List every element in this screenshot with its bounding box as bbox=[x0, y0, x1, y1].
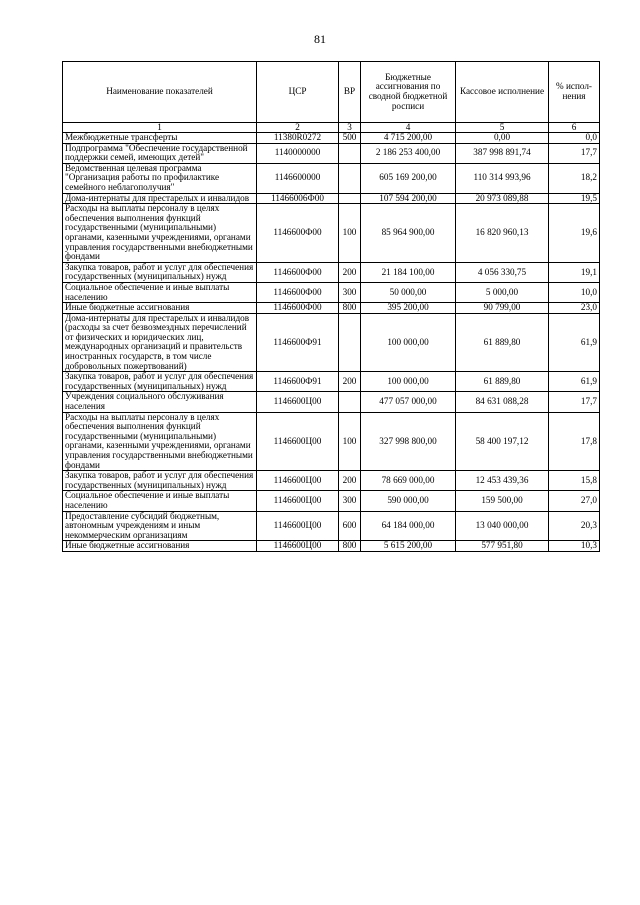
row-vr-cell bbox=[339, 193, 361, 204]
header-percent: % испол-нения bbox=[549, 62, 600, 123]
row-percent-cell: 19,5 bbox=[549, 193, 600, 204]
table-row bbox=[63, 204, 600, 263]
row-name-cell: Социальное обеспечение и иные выплаты населению bbox=[63, 491, 257, 511]
row-assignment-cell: 4 715 200,00 bbox=[361, 133, 456, 144]
row-percent-cell: 17,7 bbox=[549, 392, 600, 412]
row-csr-cell: 1146600Ф00 bbox=[257, 282, 339, 302]
row-csr-cell: 11380R0272 bbox=[257, 133, 339, 144]
row-vr-cell: 500 bbox=[339, 133, 361, 144]
table-body bbox=[63, 133, 600, 552]
row-name-cell: Закупка товаров, работ и услуг для обеспечения государственных (муниципальных) нужд bbox=[63, 262, 257, 282]
row-cash-cell: 110 314 993,96 bbox=[456, 163, 549, 193]
row-percent-cell: 18,2 bbox=[549, 163, 600, 193]
row-csr-cell: 1146600Ц00 bbox=[257, 541, 339, 552]
row-name-cell: Расходы на выплаты персоналу в целях обеспечения выполнения функций государственными (муниципальными) органами, казенными учреждениями, органами управления государственными внебюджетными фондами bbox=[63, 412, 257, 471]
row-assignment-cell: 78 669 000,00 bbox=[361, 471, 456, 491]
row-percent-cell: 19,1 bbox=[549, 262, 600, 282]
row-csr-cell: 1146600Ц00 bbox=[257, 471, 339, 491]
row-percent-cell: 10,0 bbox=[549, 282, 600, 302]
table-row bbox=[63, 471, 600, 491]
row-csr-cell: 1146600Ц00 bbox=[257, 412, 339, 471]
table-row bbox=[63, 303, 600, 314]
row-assignment-cell: 590 000,00 bbox=[361, 491, 456, 511]
row-csr-cell: 1146600Ф00 bbox=[257, 303, 339, 314]
row-csr-cell: 11466006Ф00 bbox=[257, 193, 339, 204]
header-cash-execution: Кассовое исполнение bbox=[456, 62, 549, 123]
row-assignment-cell: 85 964 900,00 bbox=[361, 204, 456, 263]
row-cash-cell: 577 951,80 bbox=[456, 541, 549, 552]
row-percent-cell: 27,0 bbox=[549, 491, 600, 511]
row-csr-cell: 1146600Ц00 bbox=[257, 491, 339, 511]
row-percent-cell: 61,9 bbox=[549, 313, 600, 372]
header-vr: ВР bbox=[339, 62, 361, 123]
row-vr-cell: 200 bbox=[339, 372, 361, 392]
row-cash-cell: 16 820 960,13 bbox=[456, 204, 549, 263]
row-vr-cell: 300 bbox=[339, 282, 361, 302]
column-number: 1 bbox=[63, 123, 257, 133]
row-name-cell: Подпрограмма "Обеспечение государственной поддержки семей, имеющих детей" bbox=[63, 143, 257, 163]
row-percent-cell: 15,8 bbox=[549, 471, 600, 491]
row-percent-cell: 0,0 bbox=[549, 133, 600, 144]
row-csr-cell: 1146600Ф91 bbox=[257, 313, 339, 372]
header-assignments: Бюджетные ассигнования по сводной бюджетной росписи bbox=[361, 62, 456, 123]
table-row bbox=[63, 143, 600, 163]
row-vr-cell: 200 bbox=[339, 471, 361, 491]
row-name-cell: Межбюджетные трансферты bbox=[63, 133, 257, 144]
row-name-cell: Дома-интернаты для престарелых и инвалидов (расходы за счет безвозмездных перечислений от физических и юридических лиц, международных организаций и правительств иностранных государств, в том числе добровольных пожертвований) bbox=[63, 313, 257, 372]
row-cash-cell: 5 000,00 bbox=[456, 282, 549, 302]
row-csr-cell: 1146600Ф00 bbox=[257, 204, 339, 263]
row-vr-cell: 100 bbox=[339, 204, 361, 263]
row-csr-cell: 1146600Ц00 bbox=[257, 511, 339, 541]
row-name-cell: Иные бюджетные ассигнования bbox=[63, 303, 257, 314]
row-csr-cell: 1146600000 bbox=[257, 163, 339, 193]
row-cash-cell: 12 453 439,36 bbox=[456, 471, 549, 491]
row-cash-cell: 20 973 089,88 bbox=[456, 193, 549, 204]
row-vr-cell: 800 bbox=[339, 541, 361, 552]
table-row bbox=[63, 372, 600, 392]
table-row bbox=[63, 133, 600, 144]
row-vr-cell: 600 bbox=[339, 511, 361, 541]
row-cash-cell: 13 040 000,00 bbox=[456, 511, 549, 541]
row-name-cell: Закупка товаров, работ и услуг для обеспечения государственных (муниципальных) нужд bbox=[63, 372, 257, 392]
header-name: Наименование показателей bbox=[63, 62, 257, 123]
table-row bbox=[63, 313, 600, 372]
page-number: 81 bbox=[314, 32, 326, 46]
row-vr-cell: 100 bbox=[339, 412, 361, 471]
table-row bbox=[63, 282, 600, 302]
table-row bbox=[63, 412, 600, 471]
row-name-cell: Расходы на выплаты персоналу в целях обеспечения выполнения функций государственными (муниципальными) органами, казенными учреждениями, органами управления государственными внебюджетными фондами bbox=[63, 204, 257, 263]
row-vr-cell bbox=[339, 163, 361, 193]
budget-execution-table bbox=[62, 61, 600, 552]
table-row bbox=[63, 163, 600, 193]
table-row bbox=[63, 541, 600, 552]
column-number: 2 bbox=[257, 123, 339, 133]
table-header-row bbox=[63, 62, 600, 123]
row-assignment-cell: 50 000,00 bbox=[361, 282, 456, 302]
row-cash-cell: 159 500,00 bbox=[456, 491, 549, 511]
table-row bbox=[63, 511, 600, 541]
table-row bbox=[63, 262, 600, 282]
row-cash-cell: 61 889,80 bbox=[456, 313, 549, 372]
row-assignment-cell: 64 184 000,00 bbox=[361, 511, 456, 541]
row-percent-cell: 23,0 bbox=[549, 303, 600, 314]
table-row bbox=[63, 193, 600, 204]
row-percent-cell: 17,8 bbox=[549, 412, 600, 471]
column-number-row bbox=[63, 123, 600, 133]
row-cash-cell: 61 889,80 bbox=[456, 372, 549, 392]
row-percent-cell: 19,6 bbox=[549, 204, 600, 263]
row-assignment-cell: 100 000,00 bbox=[361, 372, 456, 392]
row-percent-cell: 61,9 bbox=[549, 372, 600, 392]
row-vr-cell: 300 bbox=[339, 491, 361, 511]
row-assignment-cell: 2 186 253 400,00 bbox=[361, 143, 456, 163]
table-row bbox=[63, 491, 600, 511]
column-number: 4 bbox=[361, 123, 456, 133]
table-row bbox=[63, 392, 600, 412]
row-vr-cell: 800 bbox=[339, 303, 361, 314]
row-assignment-cell: 107 594 200,00 bbox=[361, 193, 456, 204]
row-percent-cell: 20,3 bbox=[549, 511, 600, 541]
row-csr-cell: 1146600Ф91 bbox=[257, 372, 339, 392]
row-assignment-cell: 395 200,00 bbox=[361, 303, 456, 314]
row-assignment-cell: 100 000,00 bbox=[361, 313, 456, 372]
row-cash-cell: 84 631 088,28 bbox=[456, 392, 549, 412]
row-csr-cell: 1146600Ф00 bbox=[257, 262, 339, 282]
column-number: 6 bbox=[549, 123, 600, 133]
column-number: 3 bbox=[339, 123, 361, 133]
row-assignment-cell: 327 998 800,00 bbox=[361, 412, 456, 471]
row-cash-cell: 58 400 197,12 bbox=[456, 412, 549, 471]
row-assignment-cell: 605 169 200,00 bbox=[361, 163, 456, 193]
row-csr-cell: 1140000000 bbox=[257, 143, 339, 163]
row-cash-cell: 90 799,00 bbox=[456, 303, 549, 314]
row-vr-cell: 200 bbox=[339, 262, 361, 282]
row-name-cell: Иные бюджетные ассигнования bbox=[63, 541, 257, 552]
row-vr-cell bbox=[339, 143, 361, 163]
row-csr-cell: 1146600Ц00 bbox=[257, 392, 339, 412]
row-name-cell: Закупка товаров, работ и услуг для обеспечения государственных (муниципальных) нужд bbox=[63, 471, 257, 491]
row-assignment-cell: 21 184 100,00 bbox=[361, 262, 456, 282]
row-name-cell: Социальное обеспечение и иные выплаты населению bbox=[63, 282, 257, 302]
row-cash-cell: 0,00 bbox=[456, 133, 549, 144]
row-assignment-cell: 477 057 000,00 bbox=[361, 392, 456, 412]
row-cash-cell: 387 998 891,74 bbox=[456, 143, 549, 163]
row-vr-cell bbox=[339, 313, 361, 372]
row-name-cell: Учреждения социального обслуживания населения bbox=[63, 392, 257, 412]
row-name-cell: Предоставление субсидий бюджетным, автономным учреждениям и иным некоммерческим организациям bbox=[63, 511, 257, 541]
row-name-cell: Дома-интернаты для престарелых и инвалидов bbox=[63, 193, 257, 204]
row-name-cell: Ведомственная целевая программа "Организация работы по профилактике семейного неблагополучия" bbox=[63, 163, 257, 193]
header-csr: ЦСР bbox=[257, 62, 339, 123]
row-assignment-cell: 5 615 200,00 bbox=[361, 541, 456, 552]
row-cash-cell: 4 056 330,75 bbox=[456, 262, 549, 282]
row-percent-cell: 17,7 bbox=[549, 143, 600, 163]
row-percent-cell: 10,3 bbox=[549, 541, 600, 552]
column-number: 5 bbox=[456, 123, 549, 133]
row-vr-cell bbox=[339, 392, 361, 412]
